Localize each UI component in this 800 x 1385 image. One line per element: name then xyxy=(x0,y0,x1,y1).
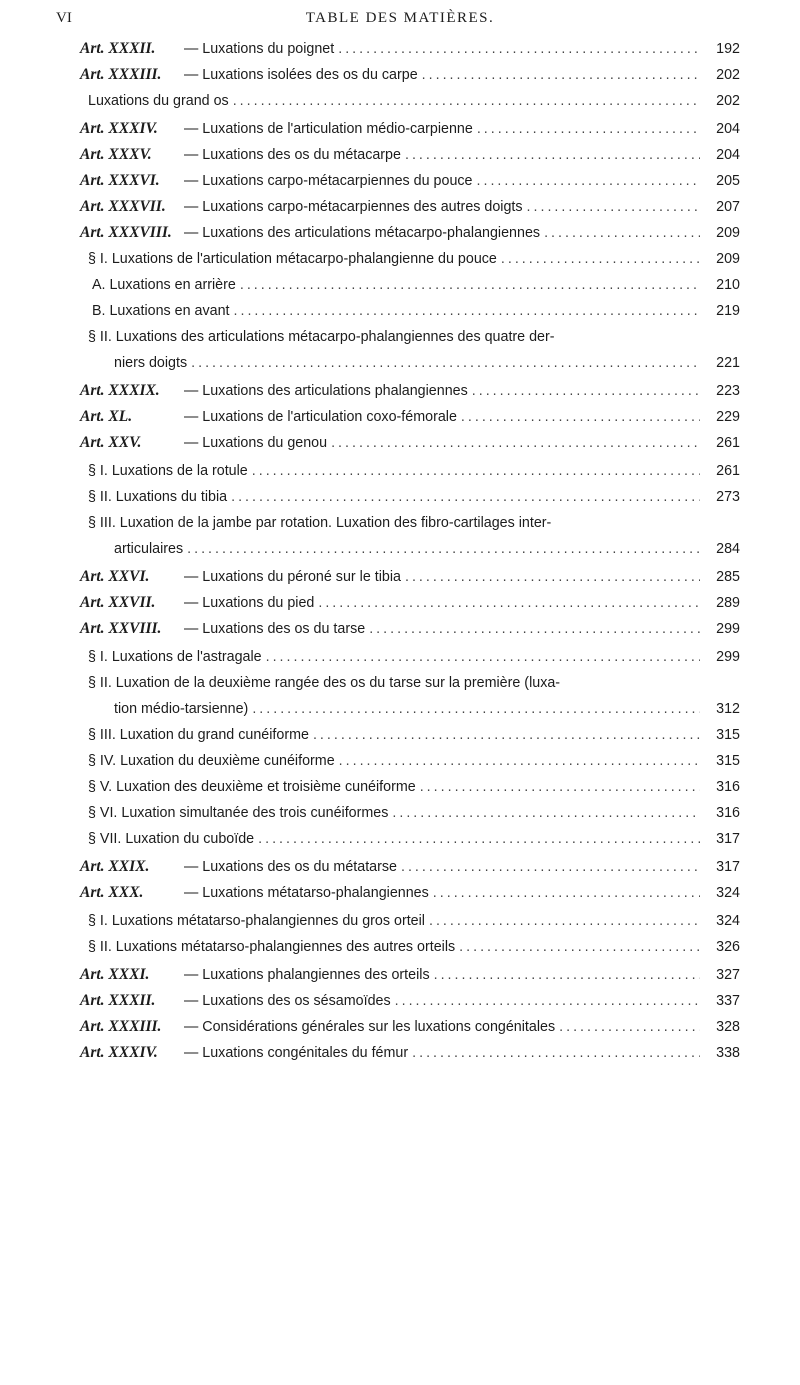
toc-entry-continuation: tion médio-tarsienne) xyxy=(114,701,249,717)
toc-entry-line xyxy=(80,988,740,1014)
article-label: Art. XXXVI. xyxy=(80,172,160,189)
dot-leader xyxy=(395,988,700,1014)
article-label: Art. XXIX. xyxy=(80,858,150,875)
toc-page-number: 209 xyxy=(716,225,740,241)
toc-entry-text: § VI. Luxation simultanée des trois cunéiformes xyxy=(88,805,389,821)
toc-page-number: 338 xyxy=(716,1045,740,1061)
dot-leader xyxy=(252,458,700,484)
dot-leader xyxy=(252,696,700,722)
toc-entry-text: — Luxations des os du métatarse xyxy=(184,859,397,875)
toc-entry-line xyxy=(88,722,740,748)
toc-page-number: 299 xyxy=(716,649,740,665)
toc-page-number: 202 xyxy=(716,67,740,83)
dot-leader xyxy=(459,934,700,960)
toc-page-number: 328 xyxy=(716,1019,740,1035)
dot-leader xyxy=(233,88,700,114)
toc-page-number: 207 xyxy=(716,199,740,215)
running-title: TABLE DES MATIÈRES. xyxy=(305,10,495,26)
toc-entry xyxy=(0,36,800,62)
toc-entry-continuation: niers doigts xyxy=(114,355,188,371)
article-label: Art. XXXII. xyxy=(80,992,156,1009)
dot-leader xyxy=(559,1014,700,1040)
dot-leader xyxy=(339,748,700,774)
toc-entry-line xyxy=(92,272,740,298)
toc-entry xyxy=(0,1040,800,1066)
toc-entry xyxy=(0,590,800,616)
toc-entry-line xyxy=(80,36,740,62)
article-label: Art. XL. xyxy=(80,408,133,425)
article-label: Art. XXVIII. xyxy=(80,620,162,637)
toc-entry-line xyxy=(80,378,740,404)
toc-entry xyxy=(0,988,800,1014)
toc-entry-line xyxy=(80,616,740,642)
article-label: Art. XXVII. xyxy=(80,594,156,611)
toc-entry-line xyxy=(80,880,740,906)
article-label: Art. XXXVII. xyxy=(80,198,166,215)
toc-entry-text: — Luxations isolées des os du carpe xyxy=(184,67,418,83)
dot-leader xyxy=(318,590,700,616)
toc-entry-text: — Luxations des os sésamoïdes xyxy=(184,993,391,1009)
toc-entry xyxy=(0,670,800,722)
toc-page-number: 229 xyxy=(716,409,740,425)
toc-entry-text: — Luxations carpo-métacarpiennes des autres doigts xyxy=(184,199,523,215)
toc-entry-text: § I. Luxations de la rotule xyxy=(88,463,248,479)
toc-entry-text: A. Luxations en arrière xyxy=(92,277,236,293)
dot-leader xyxy=(401,854,700,880)
toc-entry-text: § III. Luxation de la jambe par rotation. Luxation des fibro-cartilages inter- xyxy=(88,515,552,531)
toc-entry-line xyxy=(80,1040,740,1066)
toc-entry-line xyxy=(88,934,740,960)
toc-entry xyxy=(0,142,800,168)
toc-page-number: 204 xyxy=(716,121,740,137)
toc-page-number: 299 xyxy=(716,621,740,637)
toc-page-number: 205 xyxy=(716,173,740,189)
toc-entry-text: § I. Luxations métatarso-phalangiennes du gros orteil xyxy=(88,913,425,929)
toc-entry xyxy=(0,962,800,988)
toc-entry-text: — Luxations des articulations métacarpo-phalangiennes xyxy=(184,225,541,241)
dot-leader xyxy=(231,484,700,510)
toc-entry-line xyxy=(80,116,740,142)
toc-entry xyxy=(0,774,800,800)
toc-page-number: 204 xyxy=(716,147,740,163)
toc-entry-line xyxy=(80,404,740,430)
toc-entry xyxy=(0,220,800,246)
dot-leader xyxy=(433,880,700,906)
toc-page-number: 261 xyxy=(716,463,740,479)
toc-entry-line xyxy=(88,774,740,800)
toc-page-number: 210 xyxy=(716,277,740,293)
toc-entry-line xyxy=(88,510,740,536)
dot-leader xyxy=(527,194,700,220)
dot-leader xyxy=(477,116,700,142)
article-label: Art. XXXV. xyxy=(80,146,152,163)
toc-entry-line xyxy=(88,748,740,774)
toc-entry-text: § II. Luxation de la deuxième rangée des os du tarse sur la première (luxa- xyxy=(88,675,561,691)
toc-entry xyxy=(0,1014,800,1040)
article-label: Art. XXXVIII. xyxy=(80,224,172,241)
toc-entry-line xyxy=(88,484,740,510)
dot-leader xyxy=(191,350,700,376)
toc-entry-text: Luxations du grand os xyxy=(88,93,229,109)
toc-entry xyxy=(0,116,800,142)
toc-page-number: 289 xyxy=(716,595,740,611)
toc-entry xyxy=(0,484,800,510)
toc-page-number: 316 xyxy=(716,779,740,795)
toc-entry-text: B. Luxations en avant xyxy=(92,303,230,319)
toc-entry xyxy=(0,378,800,404)
dot-leader xyxy=(420,774,700,800)
toc-entry-text: — Luxations du pied xyxy=(184,595,315,611)
toc-entry-text: § II. Luxations métatarso-phalangiennes des autres orteils xyxy=(88,939,456,955)
page-header xyxy=(0,10,800,34)
article-label: Art. XXXIV. xyxy=(80,1044,158,1061)
toc-page-number: 285 xyxy=(716,569,740,585)
toc-entry-text: — Luxations du genou xyxy=(184,435,328,451)
toc-entry-text: — Luxations phalangiennes des orteils xyxy=(184,967,430,983)
toc-entry xyxy=(0,564,800,590)
toc-entry-text: — Luxations des articulations phalangiennes xyxy=(184,383,468,399)
toc-page-number: 327 xyxy=(716,967,740,983)
dot-leader xyxy=(266,644,700,670)
article-label: Art. XXXIV. xyxy=(80,120,158,137)
article-label: Art. XXV. xyxy=(80,434,142,451)
toc-page-number: 312 xyxy=(716,701,740,717)
dot-leader xyxy=(258,826,700,852)
toc-entry-line xyxy=(80,194,740,220)
toc-entry xyxy=(0,800,800,826)
toc-entry-line xyxy=(88,826,740,852)
toc-page-number: 209 xyxy=(716,251,740,267)
toc-page-number: 202 xyxy=(716,93,740,109)
toc-page-number: 261 xyxy=(716,435,740,451)
article-label: Art. XXXII. xyxy=(80,40,156,57)
toc-entry xyxy=(0,826,800,852)
toc-page-number: 317 xyxy=(716,859,740,875)
toc-entry-line xyxy=(80,430,740,456)
toc-entry xyxy=(0,194,800,220)
toc-entry xyxy=(0,644,800,670)
toc-entry-text: § IV. Luxation du deuxième cunéiforme xyxy=(88,753,335,769)
toc-entry-line xyxy=(80,168,740,194)
toc-entry-text: — Luxations de l'articulation médio-carpienne xyxy=(184,121,473,137)
toc-entry-text: — Luxations du poignet xyxy=(184,41,335,57)
toc-entry-line xyxy=(88,246,740,272)
page-number: VI xyxy=(56,10,72,26)
toc-entry xyxy=(0,458,800,484)
toc-page-number: 223 xyxy=(716,383,740,399)
toc-entry-text: § I. Luxations de l'astragale xyxy=(88,649,262,665)
article-label: Art. XXXIII. xyxy=(80,66,162,83)
article-label: Art. XXX. xyxy=(80,884,144,901)
dot-leader xyxy=(434,962,700,988)
dot-leader xyxy=(501,246,700,272)
toc-page-number: 315 xyxy=(716,753,740,769)
article-label: Art. XXXIII. xyxy=(80,1018,162,1035)
toc-entry-text: § V. Luxation des deuxième et troisième cunéiforme xyxy=(88,779,416,795)
toc-entry-line xyxy=(80,1014,740,1040)
toc-entry-text: — Luxations de l'articulation coxo-fémorale xyxy=(184,409,457,425)
article-label: Art. XXXI. xyxy=(80,966,150,983)
dot-leader xyxy=(331,430,700,456)
toc-entry xyxy=(0,748,800,774)
dot-leader xyxy=(461,404,700,430)
toc-entry xyxy=(0,722,800,748)
toc-entry xyxy=(0,934,800,960)
toc-entry-line xyxy=(80,220,740,246)
toc-entry xyxy=(0,246,800,272)
toc-entry-text: § VII. Luxation du cuboïde xyxy=(88,831,255,847)
toc-entry-line xyxy=(88,324,740,350)
toc-entry xyxy=(0,168,800,194)
toc-entry xyxy=(0,616,800,642)
toc-entry-line xyxy=(88,88,740,114)
dot-leader xyxy=(544,220,700,246)
dot-leader xyxy=(429,908,700,934)
toc-entry-text: — Luxations congénitales du fémur xyxy=(184,1045,409,1061)
toc-entry-line xyxy=(80,564,740,590)
toc-entry xyxy=(0,880,800,906)
toc-page-number: 324 xyxy=(716,885,740,901)
toc-entry-text: — Luxations des os du métacarpe xyxy=(184,147,401,163)
toc-entry-line xyxy=(88,908,740,934)
toc-entry-text: — Luxations carpo-métacarpiennes du pouce xyxy=(184,173,473,189)
toc-entry xyxy=(0,908,800,934)
dot-leader xyxy=(187,536,700,562)
toc-entry xyxy=(0,324,800,376)
toc-entry-line xyxy=(88,696,740,722)
dot-leader xyxy=(405,142,700,168)
dot-leader xyxy=(477,168,701,194)
toc-page-number: 284 xyxy=(716,541,740,557)
toc-entry-line xyxy=(80,590,740,616)
toc-entry-line xyxy=(88,644,740,670)
toc-entry xyxy=(0,62,800,88)
toc-page-number: 317 xyxy=(716,831,740,847)
dot-leader xyxy=(412,1040,700,1066)
toc-entry-text: — Luxations métatarso-phalangiennes xyxy=(184,885,429,901)
toc-entry-text: — Luxations des os du tarse xyxy=(184,621,366,637)
dot-leader xyxy=(313,722,700,748)
toc-entry-line xyxy=(88,458,740,484)
toc-entry-text: § II. Luxations des articulations métacarpo-phalangiennes des quatre der- xyxy=(88,329,555,345)
toc-entry xyxy=(0,510,800,562)
dot-leader xyxy=(392,800,700,826)
toc-entry-line xyxy=(80,62,740,88)
toc-page-number: 221 xyxy=(716,355,740,371)
dot-leader xyxy=(472,378,700,404)
toc-page-number: 192 xyxy=(716,41,740,57)
toc-page-number: 316 xyxy=(716,805,740,821)
article-label: Art. XXVI. xyxy=(80,568,150,585)
toc-entry xyxy=(0,88,800,114)
toc-entry-line xyxy=(92,298,740,324)
dot-leader xyxy=(405,564,700,590)
toc-entry-text: — Considérations générales sur les luxations congénitales xyxy=(184,1019,556,1035)
toc-page-number: 337 xyxy=(716,993,740,1009)
toc-entry xyxy=(0,298,800,324)
toc-entry-line xyxy=(88,536,740,562)
toc-entry-line xyxy=(80,962,740,988)
article-label: Art. XXXIX. xyxy=(80,382,160,399)
toc-entry-line xyxy=(88,670,740,696)
toc-page-number: 273 xyxy=(716,489,740,505)
toc-entry-line xyxy=(80,142,740,168)
toc-entry-line xyxy=(88,350,740,376)
toc-entry-text: — Luxations du péroné sur le tibia xyxy=(184,569,401,585)
toc-page-number: 219 xyxy=(716,303,740,319)
toc-entry-continuation: articulaires xyxy=(114,541,184,557)
dot-leader xyxy=(234,298,700,324)
toc-entry-text: § III. Luxation du grand cunéiforme xyxy=(88,727,309,743)
toc-entry-text: § II. Luxations du tibia xyxy=(88,489,228,505)
dot-leader xyxy=(422,62,700,88)
toc-entry-line xyxy=(80,854,740,880)
dot-leader xyxy=(240,272,700,298)
toc-entry-line xyxy=(88,800,740,826)
toc-page-number: 324 xyxy=(716,913,740,929)
toc-entry xyxy=(0,854,800,880)
toc-entry-text: § I. Luxations de l'articulation métacarpo-phalangienne du pouce xyxy=(88,251,497,267)
toc-entry xyxy=(0,430,800,456)
toc-entry xyxy=(0,272,800,298)
table-of-contents xyxy=(0,36,800,1066)
toc-entry xyxy=(0,404,800,430)
toc-page-number: 315 xyxy=(716,727,740,743)
toc-page-number: 326 xyxy=(716,939,740,955)
dot-leader xyxy=(338,36,700,62)
dot-leader xyxy=(369,616,700,642)
